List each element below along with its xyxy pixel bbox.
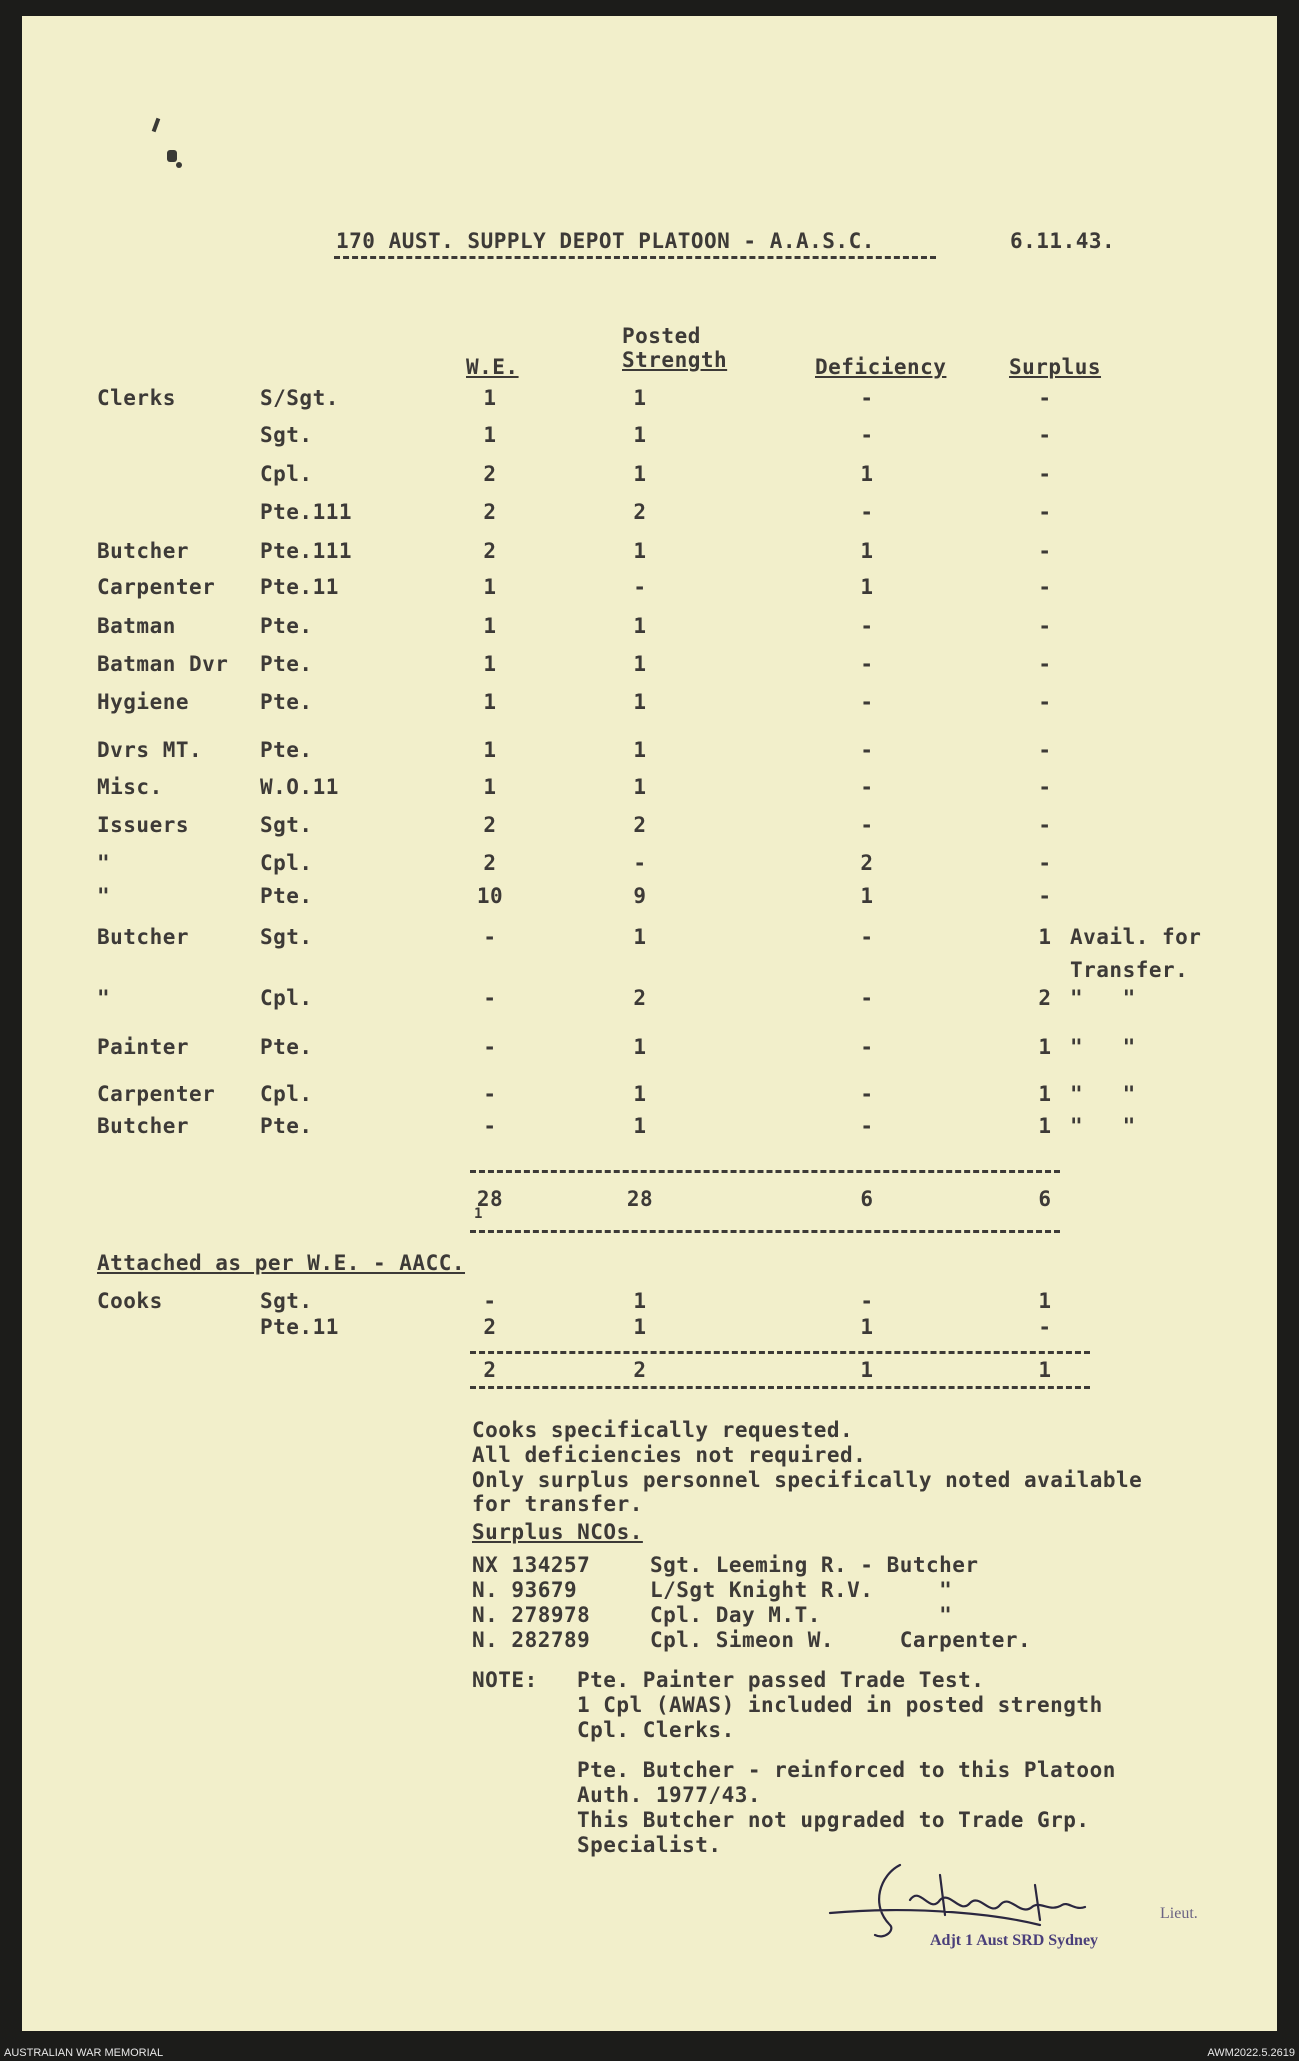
row-rank: Pte. — [260, 614, 313, 638]
attached-deficiency-value: 1 — [860, 1315, 874, 1339]
row-posted-value: 1 — [633, 690, 647, 714]
nco-name: Cpl. Simeon W. Carpenter. — [650, 1628, 1032, 1652]
row-deficiency-value: - — [860, 386, 874, 410]
row-deficiency-value: - — [860, 775, 874, 799]
attached-total-ps: 2 — [633, 1358, 647, 1382]
total-we-extra: 1 — [474, 1206, 483, 1222]
note-label: NOTE: — [472, 1668, 538, 1692]
row-rank: Pte. — [260, 652, 313, 676]
attached-rule-top — [470, 1351, 1090, 1354]
row-we-value: - — [483, 986, 497, 1010]
row-deficiency-value: 2 — [860, 851, 874, 875]
row-posted-value: 1 — [633, 925, 647, 949]
row-rank: Cpl. — [260, 1082, 313, 1106]
row-we-value: 2 — [483, 539, 497, 563]
row-posted-value: 2 — [633, 986, 647, 1010]
row-deficiency-value: - — [860, 925, 874, 949]
row-deficiency-value: - — [860, 813, 874, 837]
row-we-value: 1 — [483, 738, 497, 762]
note-line: Cooks specifically requested. — [472, 1418, 854, 1442]
row-posted-value: 1 — [633, 1114, 647, 1138]
document-title: 170 AUST. SUPPLY DEPOT PLATOON - A.A.S.C. — [336, 229, 875, 253]
row-surplus-value: - — [1038, 884, 1052, 908]
row-remark: Avail. for — [1070, 925, 1202, 949]
row-surplus-value: - — [1038, 851, 1052, 875]
row-category: Batman Dvr — [97, 652, 229, 676]
row-deficiency-value: - — [860, 1082, 874, 1106]
row-surplus-value: 1 — [1038, 1082, 1052, 1106]
row-we-value: 2 — [483, 500, 497, 524]
row-remark: " " — [1070, 1082, 1136, 1106]
note-text-line: Auth. 1977/43. — [577, 1783, 762, 1807]
attached-total-sur: 1 — [1038, 1358, 1052, 1382]
total-we: 28 — [476, 1187, 504, 1211]
nco-service-number: N. 282789 — [472, 1628, 591, 1652]
attached-surplus-value: - — [1038, 1315, 1052, 1339]
row-rank: Pte. — [260, 738, 313, 762]
note-text-line: This Butcher not upgraded to Trade Grp. — [577, 1808, 1090, 1832]
row-posted-value: 2 — [633, 500, 647, 524]
row-surplus-value: - — [1038, 614, 1052, 638]
row-category: Batman — [97, 614, 176, 638]
row-deficiency-value: - — [860, 986, 874, 1010]
nco-name: L/Sgt Knight R.V. " — [650, 1578, 953, 1602]
row-surplus-value: - — [1038, 500, 1052, 524]
row-we-value: - — [483, 1035, 497, 1059]
row-category: " — [97, 986, 111, 1010]
row-rank: S/Sgt. — [260, 386, 339, 410]
note-text-line: Specialist. — [577, 1833, 722, 1857]
row-we-value: 2 — [483, 851, 497, 875]
note-text-line: Cpl. Clerks. — [577, 1718, 735, 1742]
nco-name: Cpl. Day M.T. " — [650, 1603, 953, 1627]
row-category: Carpenter — [97, 1082, 216, 1106]
row-we-value: 2 — [483, 462, 497, 486]
row-posted-value: 1 — [633, 652, 647, 676]
row-surplus-value: - — [1038, 386, 1052, 410]
note-line: for transfer. — [472, 1492, 643, 1516]
row-we-value: 1 — [483, 690, 497, 714]
attached-total-we: 2 — [483, 1358, 497, 1382]
row-posted-value: 1 — [633, 1082, 647, 1106]
row-deficiency-value: - — [860, 423, 874, 447]
row-we-value: 10 — [476, 884, 504, 908]
row-we-value: - — [483, 1114, 497, 1138]
row-category: Dvrs MT. — [97, 738, 203, 762]
column-header-strength: Strength — [622, 348, 728, 372]
row-we-value: 1 — [483, 652, 497, 676]
nco-service-number: NX 134257 — [472, 1553, 591, 1577]
row-we-value: 1 — [483, 575, 497, 599]
row-deficiency-value: - — [860, 652, 874, 676]
attached-rank: Sgt. — [260, 1289, 313, 1313]
row-surplus-value: - — [1038, 652, 1052, 676]
row-posted-value: 1 — [633, 614, 647, 638]
row-we-value: - — [483, 1082, 497, 1106]
row-we-value: 1 — [483, 614, 497, 638]
row-deficiency-value: 1 — [860, 462, 874, 486]
note-text-line: 1 Cpl (AWAS) included in posted strength — [577, 1693, 1103, 1717]
binder-hole-mark — [152, 118, 161, 133]
attached-rule-bottom — [470, 1386, 1090, 1389]
row-rank: Cpl. — [260, 986, 313, 1010]
total-def: 6 — [860, 1187, 874, 1211]
row-surplus-value: - — [1038, 813, 1052, 837]
row-we-value: 1 — [483, 423, 497, 447]
row-remark: " " — [1070, 1035, 1136, 1059]
title-underline — [334, 256, 936, 259]
row-category: Butcher — [97, 539, 190, 563]
row-we-value: 2 — [483, 813, 497, 837]
row-surplus-value: - — [1038, 423, 1052, 447]
row-we-value: - — [483, 925, 497, 949]
row-surplus-value: - — [1038, 690, 1052, 714]
row-deficiency-value: 1 — [860, 884, 874, 908]
column-header-we: W.E. — [466, 355, 519, 379]
row-rank: Sgt. — [260, 925, 313, 949]
row-rank: Cpl. — [260, 851, 313, 875]
row-remark: " " — [1070, 986, 1136, 1010]
nco-name: Sgt. Leeming R. - Butcher — [650, 1553, 979, 1577]
row-posted-value: 1 — [633, 423, 647, 447]
attached-surplus-value: 1 — [1038, 1289, 1052, 1313]
row-rank: Sgt. — [260, 813, 313, 837]
row-category: Hygiene — [97, 690, 190, 714]
nco-service-number: N. 93679 — [472, 1578, 578, 1602]
attached-posted-value: 1 — [633, 1315, 647, 1339]
row-surplus-value: 2 — [1038, 986, 1052, 1010]
row-rank: Pte. — [260, 884, 313, 908]
row-posted-value: 1 — [633, 386, 647, 410]
column-header-surplus: Surplus — [1009, 355, 1102, 379]
row-deficiency-value: 1 — [860, 539, 874, 563]
note-line: Only surplus personnel specifically noted available — [472, 1468, 1143, 1492]
row-posted-value: 1 — [633, 775, 647, 799]
row-deficiency-value: - — [860, 1114, 874, 1138]
attached-rank: Pte.11 — [260, 1315, 339, 1339]
column-header-deficiency: Deficiency — [815, 355, 947, 379]
row-posted-value: 1 — [633, 738, 647, 762]
row-rank: Sgt. — [260, 423, 313, 447]
column-header-posted: Posted — [622, 324, 701, 348]
row-posted-value: 1 — [633, 1035, 647, 1059]
row-rank: Pte.111 — [260, 539, 353, 563]
attached-we-value: 2 — [483, 1315, 497, 1339]
document-date: 6.11.43. — [1010, 229, 1116, 253]
row-posted-value: 9 — [633, 884, 647, 908]
row-posted-value: 1 — [633, 462, 647, 486]
row-category: Butcher — [97, 925, 190, 949]
row-rank: Pte. — [260, 690, 313, 714]
row-we-value: 1 — [483, 386, 497, 410]
row-rank: W.O.11 — [260, 775, 339, 799]
row-rank: Pte.11 — [260, 575, 339, 599]
row-surplus-value: - — [1038, 462, 1052, 486]
row-deficiency-value: - — [860, 738, 874, 762]
row-surplus-value: - — [1038, 775, 1052, 799]
row-remark: " " — [1070, 1114, 1136, 1138]
total-ps: 28 — [626, 1187, 654, 1211]
row-surplus-value: - — [1038, 539, 1052, 563]
total-sur: 6 — [1038, 1187, 1052, 1211]
row-surplus-value: - — [1038, 575, 1052, 599]
nco-service-number: N. 278978 — [472, 1603, 591, 1627]
row-rank: Pte.111 — [260, 500, 353, 524]
row-category: " — [97, 851, 111, 875]
remark-continuation: Transfer. — [1070, 958, 1189, 982]
stamp-unit: Adjt 1 Aust SRD Sydney — [930, 1932, 1099, 1949]
row-rank: Pte. — [260, 1035, 313, 1059]
row-surplus-value: 1 — [1038, 925, 1052, 949]
row-category: Painter — [97, 1035, 190, 1059]
row-posted-value: - — [633, 575, 647, 599]
note-text-line: Pte. Butcher - reinforced to this Platoon — [577, 1758, 1116, 1782]
totals-rule-bottom — [470, 1230, 1060, 1233]
attached-heading: Attached as per W.E. - AACC. — [97, 1251, 466, 1275]
row-rank: Pte. — [260, 1114, 313, 1138]
row-deficiency-value: - — [860, 500, 874, 524]
row-deficiency-value: - — [860, 1035, 874, 1059]
footer-accession: AWM2022.5.2619 — [1207, 2047, 1295, 2059]
row-category: Misc. — [97, 775, 163, 799]
row-category: " — [97, 884, 111, 908]
row-surplus-value: 1 — [1038, 1114, 1052, 1138]
row-we-value: 1 — [483, 775, 497, 799]
row-posted-value: 1 — [633, 539, 647, 563]
row-posted-value: - — [633, 851, 647, 875]
attached-category: Cooks — [97, 1289, 163, 1313]
note-line: All deficiencies not required. — [472, 1443, 867, 1467]
note-text-line: Pte. Painter passed Trade Test. — [577, 1668, 985, 1692]
attached-we-value: - — [483, 1289, 497, 1313]
row-deficiency-value: 1 — [860, 575, 874, 599]
row-category: Issuers — [97, 813, 190, 837]
row-category: Carpenter — [97, 575, 216, 599]
row-rank: Cpl. — [260, 462, 313, 486]
binder-hole-mark — [176, 162, 182, 168]
row-surplus-value: - — [1038, 738, 1052, 762]
attached-posted-value: 1 — [633, 1289, 647, 1313]
footer-source: AUSTRALIAN WAR MEMORIAL — [4, 2047, 164, 2059]
row-posted-value: 2 — [633, 813, 647, 837]
surplus-ncos-heading: Surplus NCOs. — [472, 1520, 643, 1544]
row-category: Butcher — [97, 1114, 190, 1138]
row-surplus-value: 1 — [1038, 1035, 1052, 1059]
stamp-rank: Lieut. — [1160, 1905, 1198, 1922]
binder-hole-mark — [167, 150, 177, 162]
row-deficiency-value: - — [860, 614, 874, 638]
row-category: Clerks — [97, 386, 176, 410]
row-deficiency-value: - — [860, 690, 874, 714]
attached-deficiency-value: - — [860, 1289, 874, 1313]
attached-total-def: 1 — [860, 1358, 874, 1382]
totals-rule-top — [470, 1170, 1060, 1173]
